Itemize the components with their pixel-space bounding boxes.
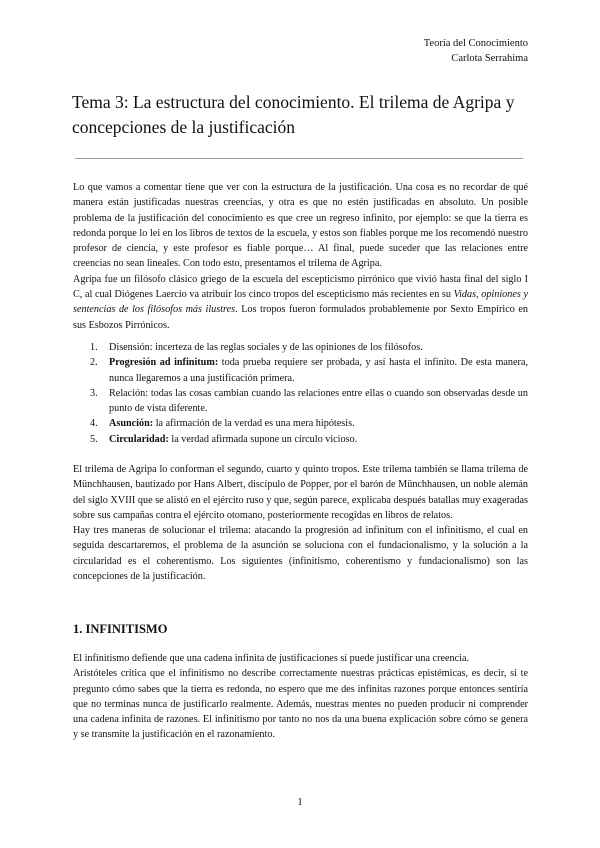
list-item bbox=[90, 386, 528, 417]
infinitism-paragraph-1: El infinitismo defiende que una cadena infinita de justificaciones sí puede justificar una creencia. bbox=[73, 653, 470, 664]
list-item bbox=[90, 416, 528, 431]
list-number: 4. bbox=[90, 418, 98, 430]
trilemma-paragraph-1: El trilema de Agripa lo conforman el segundo, cuarto y quinto tropos. Este trilema también se llama trilema de Münchhausen, bautizado por Hans Albert, discípulo de Popper, por el barón de Münchhausen, un noble alemán del siglo XVIII que se alistó en el ejército ruso y que, según parece, explicaba después batallas muy exageradas sobre sus campañas contra el ejército otomano, posteriormente recogidas en libros de relatos. bbox=[73, 464, 528, 521]
infinitism-paragraph-2: Aristóteles critica que el infinitismo no describe correctamente nuestras prácticas epistémicas, es decir, si te pregunto cómo sabes que la tierra es redonda, no espero que me des infinitas razones porque entonces sentiría que no terminas nunca de justificarlo realmente. Además, nuestras mentes no pueden producir ni comprender una cadena infinita de razones. El infinitismo por tanto no nos da una buena explicación sobre cómo se genera y se transmite la justificación en el razonamiento. bbox=[73, 668, 528, 741]
list-number: 1. bbox=[90, 342, 98, 353]
intro-paragraph-2 bbox=[73, 272, 528, 333]
trope-term: Progresión ad infinitum: bbox=[109, 357, 219, 369]
section-heading: 1. INFINITISMO bbox=[73, 622, 168, 636]
trope-text: toda prueba requiere ser probada, y así hasta el infinito. De esta manera, nunca llegaremos a una justificación primera. bbox=[109, 357, 528, 384]
list-number: 2. bbox=[90, 357, 98, 369]
infinitism-section bbox=[73, 651, 528, 743]
header-author: Carlota Serrahima bbox=[451, 53, 528, 64]
intro-section bbox=[73, 180, 528, 333]
page-number: 1 bbox=[297, 796, 303, 808]
document-title: Tema 3: La estructura del conocimiento. El trilema de Agripa y concepciones de la justificación bbox=[72, 92, 515, 137]
trilemma-section bbox=[73, 462, 528, 584]
intro-paragraph-1: Lo que vamos a comentar tiene que ver con la estructura de la justificación. Una cosa es no recordar de qué manera están justificadas nuestras creencias, y otra es que no estén justificadas en absoluto. Un posible problema de la justificación del conocimiento es que cree un regreso infinito, por ejemplo: se que la tierra es redonda porque lo leí en los libros de textos de la escuela, y estos son fiables porque me los recomendó nuestro profesor de ciencia, y este profesor es fiable porque… Al final, puede suceder que las relaciones entre creencias no sean lineales. Con todo esto, presentamos el trilema de Agripa. bbox=[73, 182, 528, 270]
trope-text: Disensión: incerteza de las reglas sociales y de las opiniones de los filósofos. bbox=[109, 342, 423, 353]
list-number: 5. bbox=[90, 433, 98, 445]
book-title: Vidas, opiniones y sentencias de los filósofos más ilustres bbox=[73, 289, 528, 316]
list-item bbox=[90, 432, 528, 447]
header-course: Teoría del Conocimiento bbox=[423, 38, 528, 49]
intro-p2-text-a: Agripa fue un filósofo clásico griego de la escuela del escepticismo pirrónico que vivió hasta final del siglo I C, al cual Diógenes Laercio va atribuir los cinco tropos del escepticismo más recientes en su bbox=[73, 273, 528, 301]
trope-text: Relación: todas las cosas cambian cuando las relaciones entre ellas o cuando son observadas desde un punto de vista diferente. bbox=[109, 387, 528, 415]
trilemma-paragraph-2: Hay tres maneras de solucionar el trilema: atacando la progresión ad infinitum con el infinitismo, el cual en seguida descartaremos, el problema de la asunción se soluciona con el fundacionalismo, y la solución a la circularidad es el coherentismo. Los siguientes (infinitismo, coherentismo y fundacionalismo) son las concepciones de la justificación. bbox=[73, 525, 528, 583]
intro-p2-text-b: . Los tropos fueron formulados probablemente por Sexto Empírico en sus Esbozos Pirrónicos. bbox=[73, 304, 528, 331]
trope-text: la verdad afirmada supone un círculo vicioso. bbox=[168, 433, 358, 445]
running-header bbox=[424, 36, 528, 66]
list-item bbox=[90, 340, 528, 355]
trope-term: Asunción: bbox=[109, 418, 154, 430]
list-item bbox=[90, 355, 528, 386]
list-number: 3. bbox=[90, 387, 98, 399]
title-divider bbox=[75, 158, 523, 159]
trope-term: Circularidad: bbox=[109, 433, 169, 445]
tropes-list bbox=[90, 340, 528, 447]
trope-text: la afirmación de la verdad es una mera hipótesis. bbox=[153, 418, 355, 430]
